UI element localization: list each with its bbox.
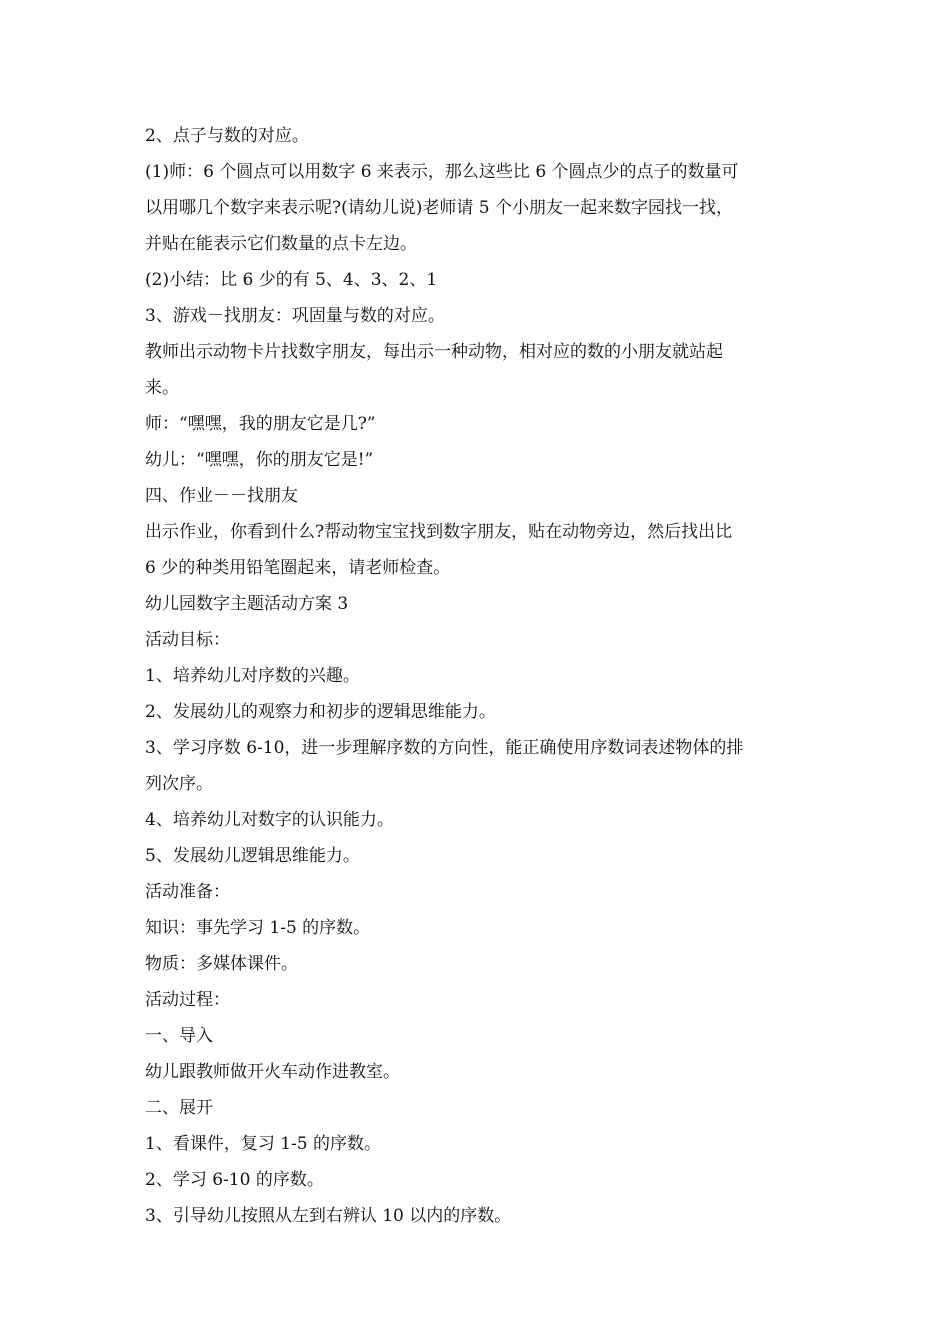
text-line: 教师出示动物卡片找数字朋友，每出示一种动物，相对应的数的小朋友就站起 — [145, 342, 723, 362]
text-line: 师：“嘿嘿，我的朋友它是几?” — [145, 414, 376, 434]
list-item: 2、发展幼儿的观察力和初步的逻辑思维能力。 — [145, 702, 496, 722]
text-line: 以用哪几个数字来表示呢?(请幼儿说)老师请 5 个小朋友一起来数字园找一找， — [145, 198, 734, 218]
list-item: 2、学习 6-10 的序数。 — [145, 1170, 324, 1190]
text-line: 3、游戏－找朋友：巩固量与数的对应。 — [145, 306, 445, 326]
section-heading: 一、导入 — [145, 1026, 213, 1046]
section-title: 幼儿园数字主题活动方案 3 — [145, 594, 349, 614]
list-item: 3、学习序数 6-10，进一步理解序数的方向性，能正确使用序数词表述物体的排 — [145, 738, 744, 758]
text-line: 2、点子与数的对应。 — [145, 126, 309, 146]
section-heading: 四、作业－－找朋友 — [145, 486, 298, 506]
list-item: 4、培养幼儿对数字的认识能力。 — [145, 810, 394, 830]
section-heading: 二、展开 — [145, 1098, 213, 1118]
list-item: 5、发展幼儿逻辑思维能力。 — [145, 846, 360, 866]
document-page — [145, 118, 815, 1234]
text-line: 来。 — [145, 378, 179, 398]
section-heading: 活动目标： — [145, 630, 230, 650]
text-line: 出示作业，你看到什么?帮动物宝宝找到数字朋友，贴在动物旁边，然后找出比 — [145, 522, 733, 542]
section-heading: 活动准备： — [145, 882, 230, 902]
text-line: 幼儿跟教师做开火车动作进教室。 — [145, 1062, 400, 1082]
section-heading: 活动过程： — [145, 990, 230, 1010]
text-line: (2)小结：比 6 少的有 5、4、3、2、1 — [145, 270, 438, 290]
text-line: 物质：多媒体课件。 — [145, 954, 298, 974]
list-item: 1、培养幼儿对序数的兴趣。 — [145, 666, 360, 686]
text-line: 知识：事先学习 1-5 的序数。 — [145, 918, 371, 938]
list-item: 1、看课件，复习 1-5 的序数。 — [145, 1134, 381, 1154]
text-line: 列次序。 — [145, 774, 213, 794]
text-line: 6 少的种类用铅笔圈起来，请老师检查。 — [145, 558, 451, 578]
list-item: 3、引导幼儿按照从左到右辨认 10 以内的序数。 — [145, 1206, 512, 1226]
text-line: 幼儿：“嘿嘿，你的朋友它是!” — [145, 450, 374, 470]
text-line: (1)师：6 个圆点可以用数字 6 来表示，那么这些比 6 个圆点少的点子的数量可 — [145, 162, 739, 182]
text-line: 并贴在能表示它们数量的点卡左边。 — [145, 234, 417, 254]
